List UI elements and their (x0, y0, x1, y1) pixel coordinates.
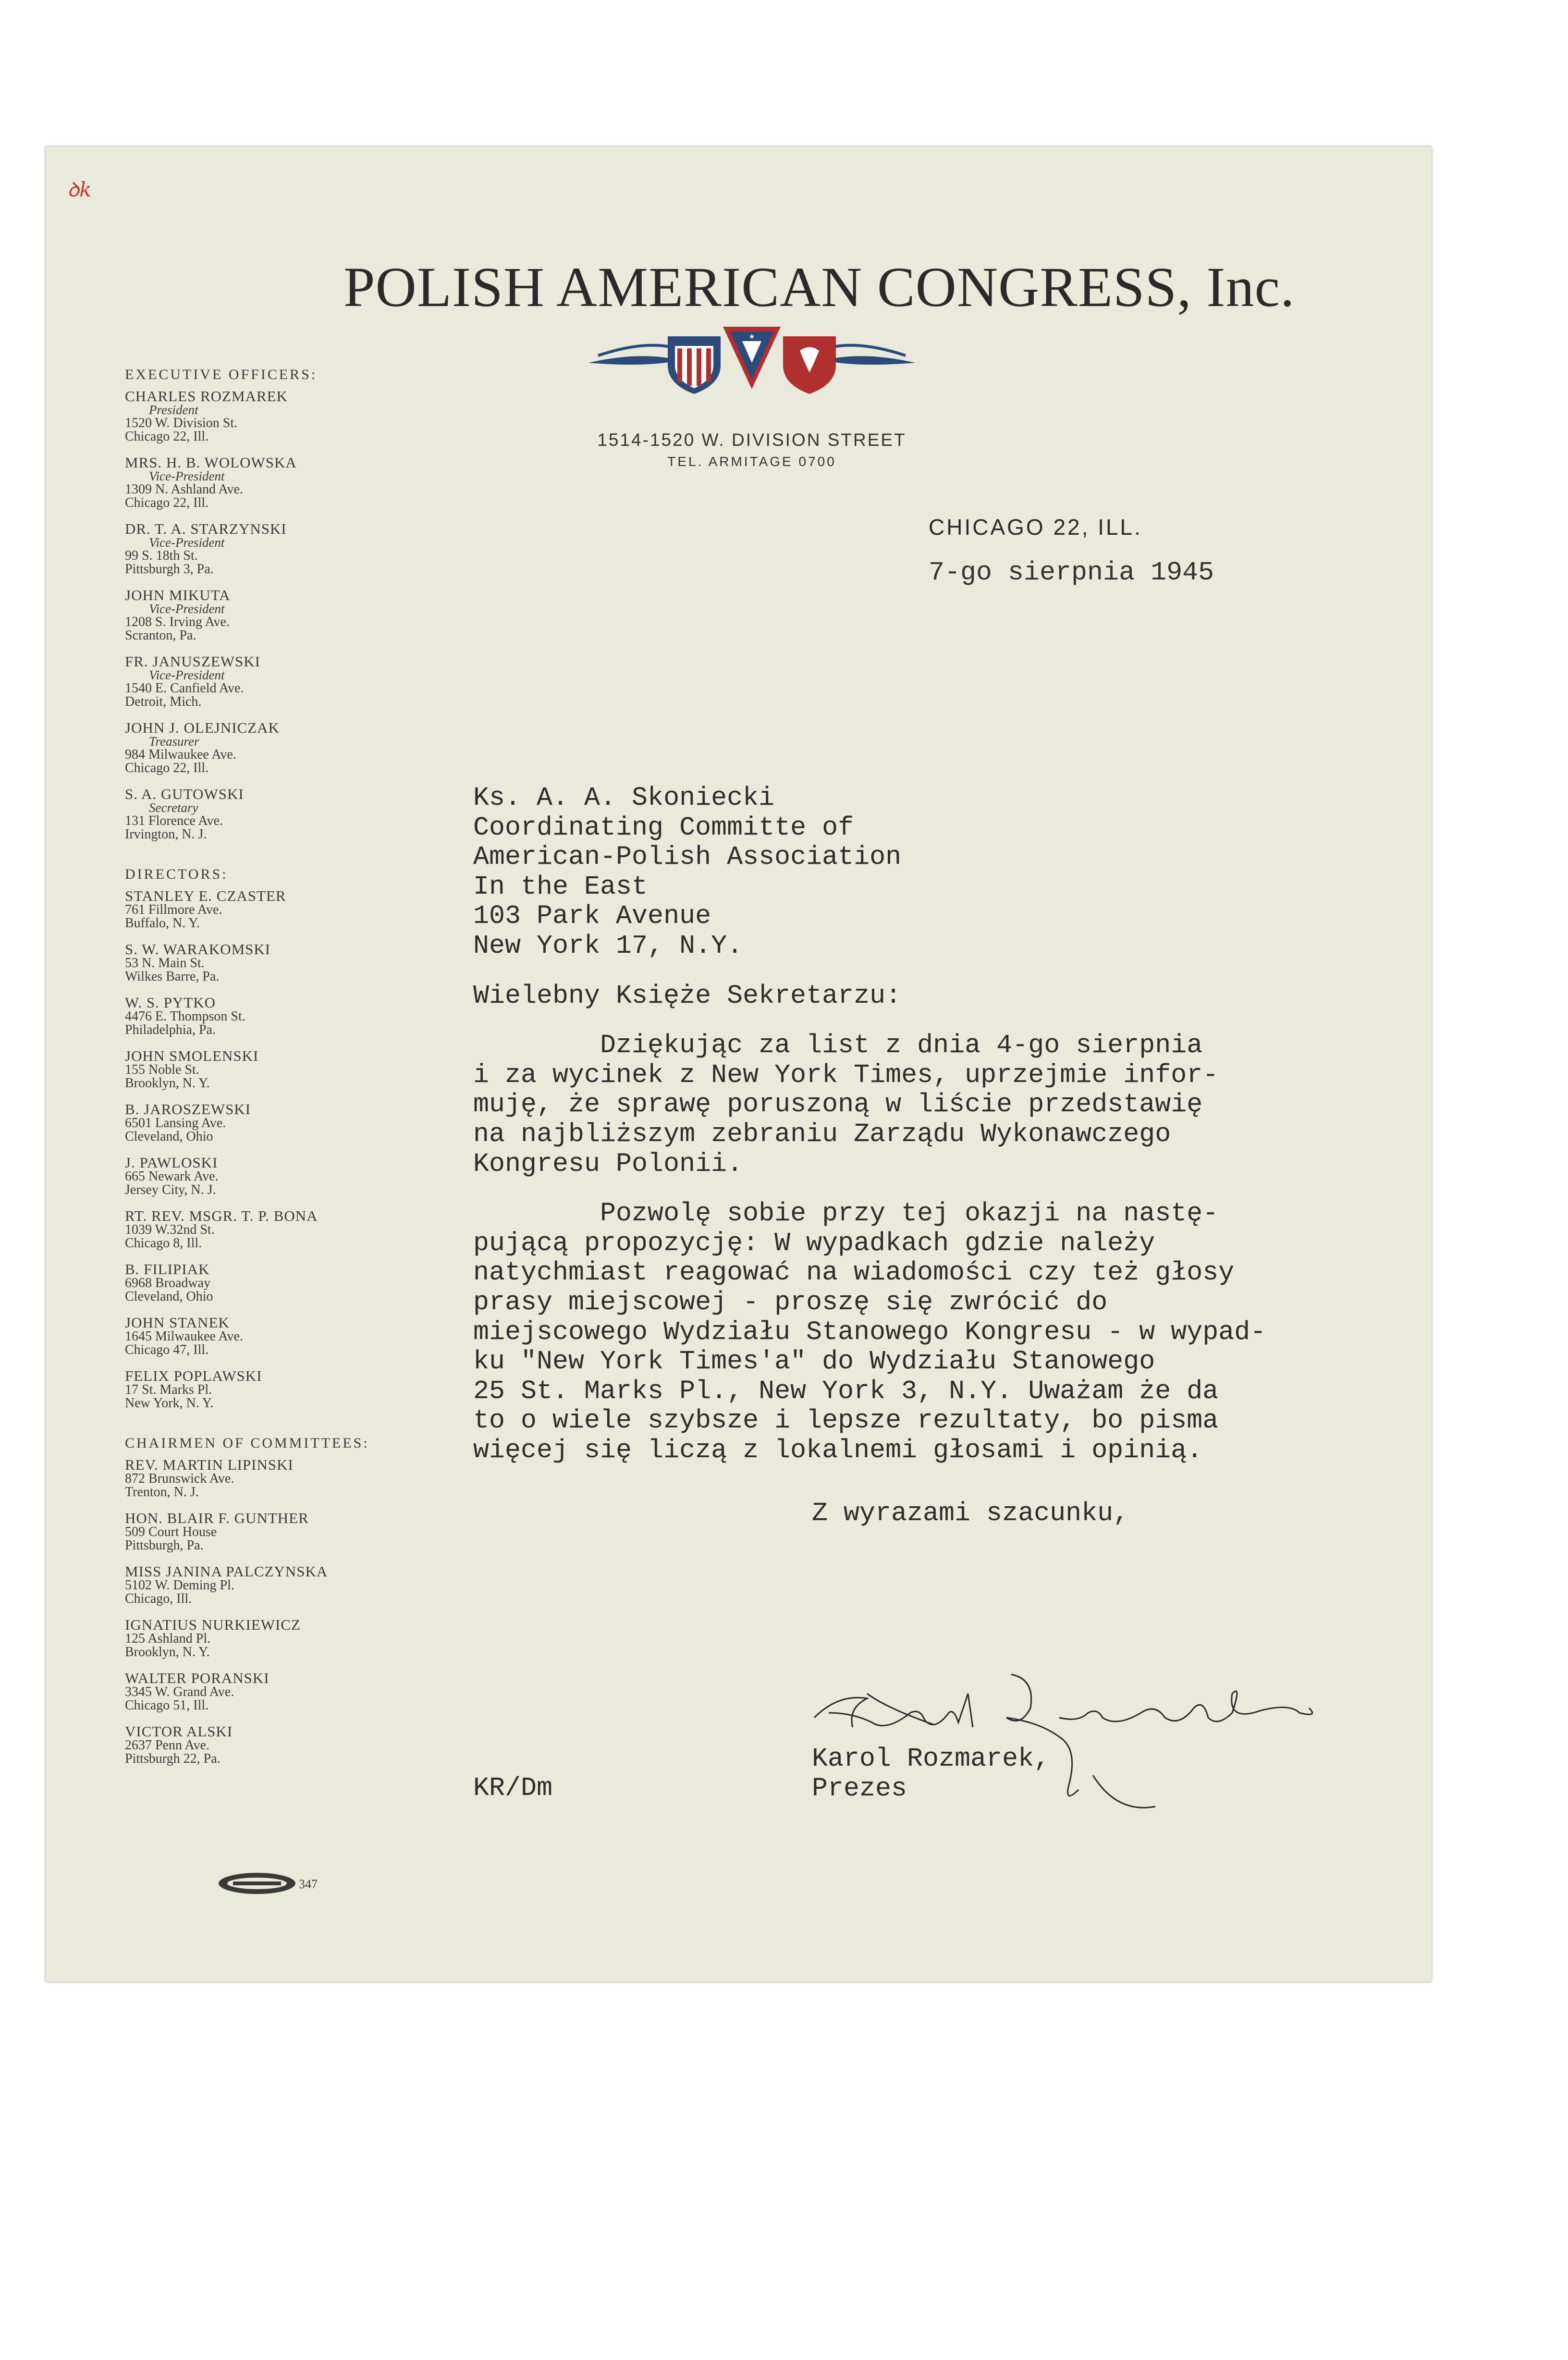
officer-address-line: 872 Brunswick Ave. (125, 1471, 234, 1486)
letter-city: CHICAGO 22, ILL. (929, 515, 1142, 540)
union-number: 347 (299, 1877, 318, 1891)
officer-address-line: 3345 W. Grand Ave. (125, 1684, 234, 1699)
officer-address-line: Cleveland, Ohio (125, 1289, 213, 1304)
paragraph-line: Dziękując za list z dnia 4-go sierpnia (473, 1030, 1203, 1061)
officer-address-line: 1208 S. Irving Ave. (125, 615, 230, 629)
recipient-line: In the East (473, 871, 648, 902)
recipient-line: 103 Park Avenue (473, 901, 711, 932)
svg-text:★: ★ (748, 332, 755, 340)
officer-entry (125, 1368, 423, 1410)
officer-name: REV. MARTIN LIPINSKI (125, 1456, 294, 1473)
officer-address-line: 17 St. Marks Pl. (125, 1382, 212, 1397)
officer-address-line: Detroit, Mich. (125, 694, 202, 709)
officer-entry (125, 1564, 423, 1606)
officer-name: MRS. H. B. WOLOWSKA (125, 454, 297, 471)
officer-entry (125, 995, 423, 1037)
paragraph-line: więcej się liczą z lokalnemi głosami i opinią. (473, 1435, 1203, 1465)
officer-address-line: 509 Court House (125, 1524, 217, 1539)
letterhead-address (555, 430, 949, 469)
officer-name: JOHN MIKUTA (125, 587, 231, 603)
paragraph-line: ku "New York Times'a" do Wydziału Stanowego (473, 1346, 1155, 1377)
letter-date: 7-go sierpnia 1945 (929, 557, 1214, 588)
letter-body (473, 783, 1338, 1528)
officer-address-line: Chicago, Ill. (125, 1591, 192, 1606)
officer-address-line: 1309 N. Ashland Ave. (125, 482, 244, 497)
officer-address-line: 4476 E. Thompson St. (125, 1009, 245, 1024)
officer-address-line: Scranton, Pa. (125, 628, 196, 643)
officer-address-line: Pittsburgh 3, Pa. (125, 562, 214, 577)
signer-block (812, 1744, 1050, 1803)
officer-entry (125, 888, 423, 930)
union-label-icon (216, 1869, 322, 1898)
paragraph-line: natychmiast reagować na wiadomości czy też głosy (473, 1257, 1235, 1288)
officer-address-line: 125 Ashland Pl. (125, 1631, 211, 1646)
directors-list (125, 888, 423, 1410)
recipient-line: New York 17, N.Y. (473, 930, 743, 961)
pencil-mark: ꝺk (67, 178, 92, 201)
officer-address-line: 1540 E. Canfield Ave. (125, 681, 244, 696)
shields-emblem-icon (584, 317, 920, 399)
officer-entry (125, 942, 423, 983)
officer-address-line: 665 Newark Ave. (125, 1169, 219, 1184)
officer-address-line: 99 S. 18th St. (125, 548, 198, 563)
recipient-line: American-Polish Association (473, 842, 902, 873)
officer-address-line: 53 N. Main St. (125, 956, 205, 971)
officer-name: JOHN SMOLENSKI (125, 1047, 259, 1064)
officer-address-line: Trenton, N. J. (125, 1485, 199, 1500)
officer-entry (125, 1315, 423, 1357)
paragraph-line: na najbliższym zebraniu Zarządu Wykonawczego (473, 1119, 1171, 1149)
paragraph-line: i za wycinek z New York Times, uprzejmie infor- (473, 1059, 1219, 1090)
typist-initials: KR/Dm (473, 1773, 553, 1803)
officer-address-line: Chicago 51, Ill. (125, 1698, 209, 1713)
officer-address-line: Chicago 47, Ill. (125, 1342, 209, 1357)
officer-address-line: 1520 W. Division St. (125, 416, 238, 430)
officer-role: Vice-President (149, 469, 225, 483)
paragraph-1 (473, 1031, 1338, 1179)
officer-name: FELIX POPLAWSKI (125, 1367, 262, 1384)
officer-name: CHARLES ROZMAREK (125, 388, 288, 405)
officer-name: STANLEY E. CZASTER (125, 887, 286, 904)
officer-address-line: 1645 Milwaukee Ave. (125, 1329, 243, 1344)
officer-address-line: Cleveland, Ohio (125, 1129, 213, 1144)
officer-address-line: New York, N. Y. (125, 1396, 214, 1411)
officers-column (125, 368, 423, 1777)
telephone: TEL. ARMITAGE 0700 (667, 454, 836, 469)
officer-name: B. JAROSZEWSKI (125, 1101, 251, 1118)
officer-entry (125, 1048, 423, 1090)
signer-name: Karol Rozmarek, (812, 1744, 1050, 1774)
paragraph-line: miejscowego Wydziału Stanowego Kongresu - w wypad- (473, 1316, 1266, 1347)
officer-address-line: Jersey City, N. J. (125, 1182, 216, 1197)
officer-name: WALTER PORANSKI (125, 1670, 270, 1686)
officer-name: B. FILIPIAK (125, 1261, 210, 1278)
officer-entry (125, 1511, 423, 1552)
officer-name: JOHN STANEK (125, 1314, 230, 1331)
officer-address-line: Buffalo, N. Y. (125, 916, 200, 931)
letterhead-title: POLISH AMERICAN CONGRESS, Inc. (343, 256, 1295, 319)
officer-entry (125, 455, 423, 510)
paragraph-line: muję, że sprawę poruszoną w liście przedstawię (473, 1089, 1203, 1120)
officer-entry (125, 787, 423, 841)
recipient-line: Ks. A. A. Skoniecki (473, 783, 775, 813)
officer-address-line: 6968 Broadway (125, 1276, 211, 1291)
officer-name: VICTOR ALSKI (125, 1723, 233, 1740)
officer-address-line: Wilkes Barre, Pa. (125, 969, 220, 984)
officer-address-line: 5102 W. Deming Pl. (125, 1578, 234, 1593)
officer-address-line: Chicago 8, Ill. (125, 1236, 202, 1251)
executive-heading: EXECUTIVE OFFICERS: (125, 367, 318, 382)
officer-entry (125, 588, 423, 642)
recipient-line: Coordinating Committe of (473, 812, 854, 843)
officer-name: JOHN J. OLEJNICZAK (125, 719, 280, 736)
officer-role: Vice-President (149, 602, 225, 616)
officer-address-line: Pittsburgh 22, Pa. (125, 1751, 220, 1766)
officer-address-line: 2637 Penn Ave. (125, 1738, 210, 1753)
salutation: Wielebny Księże Sekretarzu: (473, 980, 902, 1011)
officer-name: RT. REV. MSGR. T. P. BONA (125, 1207, 318, 1224)
officer-entry (125, 1102, 423, 1143)
paragraph-line: prasy miejscowej - proszę się zwrócić do (473, 1287, 1108, 1317)
officer-role: President (149, 403, 198, 417)
officer-entry (125, 1208, 423, 1250)
officer-name: IGNATIUS NURKIEWICZ (125, 1616, 301, 1633)
officer-entry (125, 654, 423, 709)
paragraph-line: pującą propozycję: W wypadkach gdzie należy (473, 1228, 1155, 1258)
chairmen-list (125, 1457, 423, 1766)
officer-entry (125, 720, 423, 775)
officer-address-line: 6501 Lansing Ave. (125, 1116, 226, 1131)
paragraph-line: 25 St. Marks Pl., New York 3, N.Y. Uważam że da (473, 1376, 1219, 1406)
officer-name: S. W. WARAKOMSKI (125, 941, 271, 958)
officer-entry (125, 1155, 423, 1197)
officer-address-line: 155 Noble St. (125, 1062, 199, 1077)
officer-name: MISS JANINA PALCZYNSKA (125, 1563, 328, 1580)
paragraph-2 (473, 1199, 1338, 1465)
officer-entry (125, 389, 423, 443)
officer-entry (125, 1457, 423, 1499)
officer-role: Treasurer (149, 734, 199, 749)
officer-name: DR. T. A. STARZYNSKI (125, 520, 287, 537)
closing: Z wyrazami szacunku, (812, 1498, 1129, 1529)
officer-entry (125, 521, 423, 576)
officer-address-line: Pittsburgh, Pa. (125, 1538, 204, 1553)
executive-list (125, 389, 423, 841)
officer-address-line: Philadelphia, Pa. (125, 1022, 216, 1037)
chairmen-heading: CHAIRMEN OF COMMITTEES: (125, 1435, 369, 1451)
officer-address-line: Brooklyn, N. Y. (125, 1645, 210, 1659)
officer-role: Secretary (149, 800, 198, 815)
officer-entry (125, 1671, 423, 1712)
officer-address-line: Chicago 22, Ill. (125, 495, 209, 510)
officer-role: Vice-President (149, 668, 225, 682)
officer-address-line: Chicago 22, Ill. (125, 761, 209, 775)
street-address: 1514-1520 W. DIVISION STREET (597, 430, 906, 450)
officer-role: Vice-President (149, 535, 225, 550)
paragraph-line: Pozwolę sobie przy tej okazji na nastę- (473, 1198, 1219, 1229)
officer-name: S. A. GUTOWSKI (125, 786, 244, 802)
recipient-address (473, 783, 1338, 961)
officer-name: HON. BLAIR F. GUNTHER (125, 1510, 309, 1526)
officer-address-line: Irvington, N. J. (125, 827, 207, 842)
officer-entry (125, 1724, 423, 1766)
officer-address-line: Chicago 22, Ill. (125, 429, 209, 444)
officer-name: FR. JANUSZEWSKI (125, 653, 260, 670)
officer-address-line: 984 Milwaukee Ave. (125, 747, 236, 762)
officer-name: J. PAWLOSKI (125, 1154, 218, 1171)
letter-sheet (46, 147, 1432, 1982)
directors-heading: DIRECTORS: (125, 866, 228, 882)
officer-name: W. S. PYTKO (125, 994, 216, 1011)
officer-address-line: Brooklyn, N. Y. (125, 1076, 210, 1091)
signer-title: Prezes (812, 1773, 907, 1804)
officer-entry (125, 1262, 423, 1303)
officer-entry (125, 1617, 423, 1659)
officer-address-line: 1039 W.32nd St. (125, 1222, 215, 1237)
paragraph-line: Kongresu Polonii. (473, 1148, 743, 1179)
paragraph-line: to o wiele szybsze i lepsze rezultaty, bo pisma (473, 1405, 1219, 1436)
officer-address-line: 761 Fillmore Ave. (125, 902, 222, 917)
officer-address-line: 131 Florence Ave. (125, 813, 223, 828)
